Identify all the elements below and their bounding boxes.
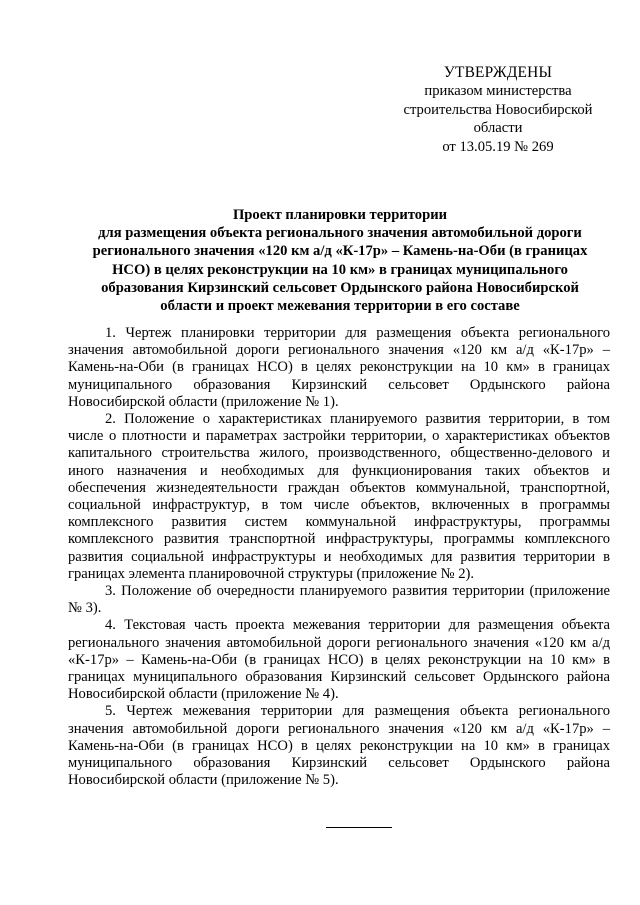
list-item-3: 3. Положение об очередности планируемого развития территории (приложение № 3). <box>68 583 610 617</box>
title-line: для размещения объекта регионального значения автомобильной дороги <box>98 225 582 242</box>
list-item-2: 2. Положение о характеристиках планируемого развития территории, в том числе о плотности и параметрах застройки территории, о характеристиках объектов капитального строительства жилого, производственного, общественно-делового и иного назначения и необходимых для функционирования таких объектов и обеспечения жизнедеятельности граждан объектов коммунальной, транспортной, социальной инфраструктур, в том числе объектов, включенных в программы комплексного развития систем коммунальной инфраструктуры, программы комплексного развития транспортной инфраструктуры, программы комплексного развития социальной инфраструктуры и необходимых для развития территории в границах элемента планировочной структуры (приложение № 2). <box>68 411 610 582</box>
list-item-5: 5. Чертеж межевания территории для размещения объекта регионального значения автомобильной дороги регионального значения «120 км а/д «К-17р» – Камень-на-Оби (в границах НСО) в целях реконструкции на 10 км» в границах муниципального образования Кирзинский сельсовет Ордынского района Новосибирской области (приложение № 5). <box>68 703 610 789</box>
approval-block <box>382 64 614 156</box>
approval-line: области <box>473 120 523 137</box>
title-line: области и проект межевания территории в его составе <box>160 298 520 315</box>
document-title <box>78 206 602 315</box>
closing-divider <box>326 827 392 828</box>
approval-title: УТВЕРЖДЕНЫ <box>443 64 553 81</box>
title-line: Проект планировки территории <box>232 207 448 223</box>
approval-line: строительства Новосибирской <box>403 101 593 118</box>
document-body <box>68 325 610 789</box>
title-line: НСО) в целях реконструкции на 10 км» в границах муниципального <box>112 261 568 278</box>
list-item-1: 1. Чертеж планировки территории для размещения объекта регионального значения автомобильной дороги регионального значения «120 км а/д «К-17р» – Камень-на-Оби (в границах НСО) в целях реконструкции на 10 км» в границах муниципального образования Кирзинский сельсовет Ордынского района Новосибирской области (приложение № 1). <box>68 325 610 410</box>
approval-date-line: от 13.05.19 № 269 <box>442 138 554 155</box>
title-line: образования Кирзинский сельсовет Ордынского района Новосибирской <box>101 279 579 296</box>
approval-line: приказом министерства <box>424 83 572 100</box>
list-item-4: 4. Текстовая часть проекта межевания территории для размещения объекта регионального значения автомобильной дороги регионального значения «120 км а/д «К-17р» – Камень-на-Оби (в границах НСО) в целях реконструкции на 10 км» в границах муниципального образования Кирзинский сельсовет Ордынского района Новосибирской области (приложение № 4). <box>68 617 610 703</box>
title-line: регионального значения «120 км а/д «К-17р» – Камень-на-Оби (в границах <box>92 243 588 260</box>
